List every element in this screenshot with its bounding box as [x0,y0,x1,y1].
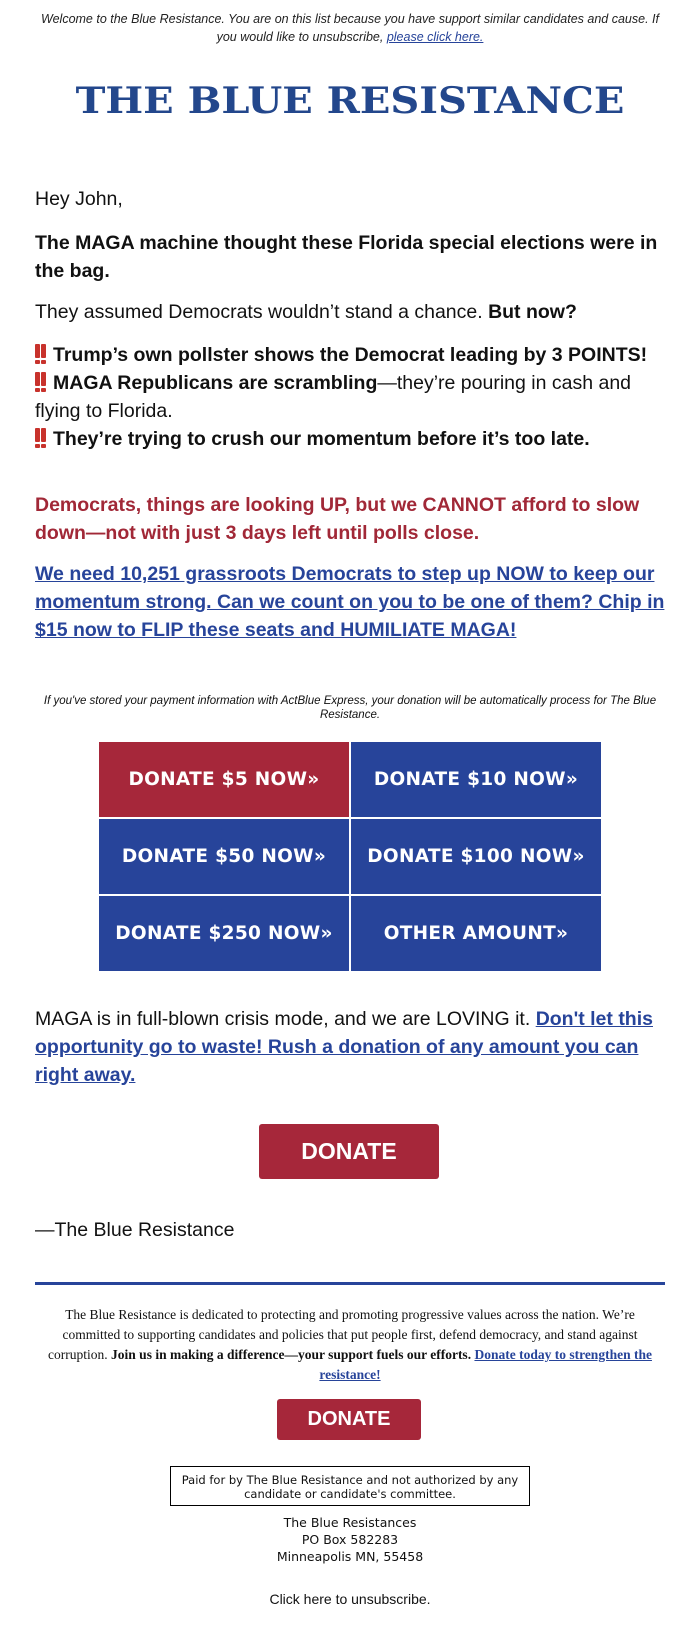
rush-donation-link[interactable]: Don't let this opportunity go to waste! Rush a donation of any amount you can right away. [35,1008,653,1086]
unsubscribe-link[interactable]: please click here. [386,30,484,44]
double-exclamation-icon [35,344,47,364]
crisis-text: MAGA is in full-blown crisis mode, and we are LOVING it. [35,1008,536,1030]
actblue-express-note: If you've stored your payment information with ActBlue Express, your donation will be automatically process for The Blue Resistance. [43,695,657,721]
bullet-bold: Trump’s own pollster shows the Democrat leading by 3 POINTS! [53,344,648,366]
footer-unsubscribe-link[interactable]: Click here to unsubscribe. [269,1591,431,1607]
preheader-text: Welcome to the Blue Resistance. You are on this list because you have support similar candidates and cause. If you would like to unsubscribe, [41,12,659,44]
mailing-address [0,1514,700,1565]
footer-divider [35,1282,665,1285]
greeting: Hey John, [35,188,123,210]
donate-50-button[interactable]: DONATE $50 NOW» [99,819,349,894]
intro-paragraph: The MAGA machine thought these Florida special elections were in the bag. [35,232,658,282]
donate-100-button[interactable]: DONATE $100 NOW» [351,819,601,894]
address-line: Minneapolis MN, 55458 [276,1549,424,1564]
address-line: The Blue Resistances [283,1515,417,1530]
bullet-rest: —they’re pouring in cash and flying to Florida. [35,372,632,422]
bullet-item [35,341,665,369]
donate-5-button[interactable]: DONATE $5 NOW» [99,742,349,817]
bullet-item [35,369,665,425]
assumption-text: They assumed Democrats wouldn’t stand a chance. [35,301,489,323]
footer-donate-link[interactable]: Donate today to strengthen the resistance! [319,1347,652,1382]
signoff: —The Blue Resistance [35,1219,235,1241]
urgent-paragraph: Democrats, things are looking UP, but we CANNOT afford to slow down—not with just 3 days left until polls close. [35,494,640,544]
bullet-bold: MAGA Republicans are scrambling [53,372,378,394]
chip-in-link[interactable]: We need 10,251 grassroots Democrats to step up NOW to keep our momentum strong. Can we count on you to be one of them? Chip in $15 now to FLIP these seats and HUMILIATE MAGA! [35,563,665,641]
donate-250-button[interactable]: DONATE $250 NOW» [99,896,349,971]
bullet-bold: They’re trying to crush our momentum before it’s too late. [53,428,590,450]
cta-paragraph [35,560,665,644]
footer-bold: Join us in making a difference—your support fuels our efforts. [111,1347,475,1362]
bullet-list [35,341,665,453]
double-exclamation-icon [35,428,47,448]
but-now-text: But now? [488,301,577,323]
footer-mission: The Blue Resistance is dedicated to protecting and promoting progressive values across the nation. We’re committed to supporting candidates and policies that put people first, defend democracy, and stand against corruption. [48,1307,638,1362]
paid-for-disclaimer: Paid for by The Blue Resistance and not authorized by any candidate or candidate's committee. [170,1466,530,1506]
crisis-paragraph [35,1005,665,1089]
footer-text [35,1305,665,1385]
preheader [40,10,660,46]
double-exclamation-icon [35,372,47,392]
donate-button[interactable]: DONATE [259,1124,439,1179]
other-amount-button[interactable]: OTHER AMOUNT» [351,896,601,971]
donate-grid [99,742,601,971]
bullet-item [35,425,665,453]
assumption-paragraph [35,298,665,326]
footer-donate-button[interactable]: DONATE [277,1399,421,1440]
donate-10-button[interactable]: DONATE $10 NOW» [351,742,601,817]
address-line: PO Box 582283 [301,1532,399,1547]
logo: THE BLUE RESISTANCE [75,78,625,123]
